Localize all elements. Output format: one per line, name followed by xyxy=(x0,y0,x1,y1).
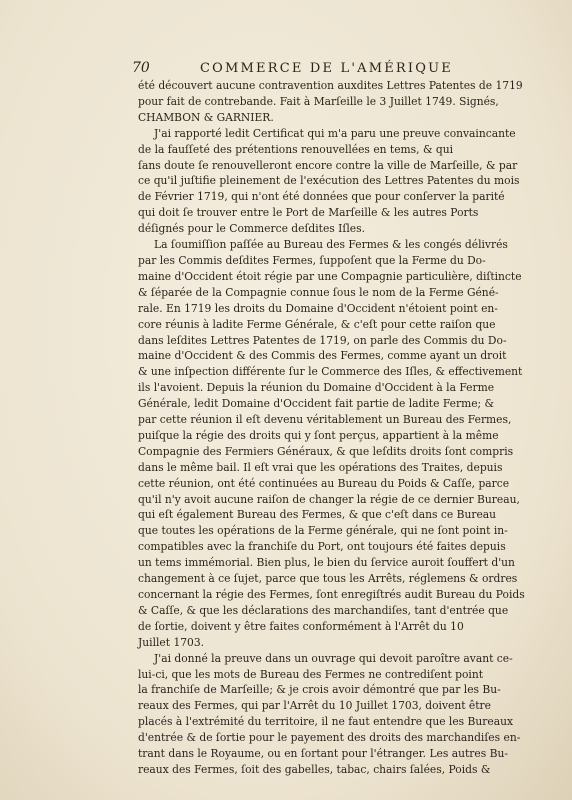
text-line: core réunis à ladite Ferme Générale, & c'eſt pour cette raiſon que xyxy=(138,317,496,331)
text-line: la franchiſe de Marſeille; & je crois avoir démontré que par les Bu- xyxy=(138,683,501,697)
text-line: rale. En 1719 les droits du Domaine d'Occident n'étoient point en- xyxy=(138,301,498,315)
text-line: qui doit ſe trouver entre le Port de Marſeille & les autres Ports xyxy=(138,206,479,220)
text-line: cette réunion, ont été continuées au Bureau du Poids & Caſſe, parce xyxy=(138,476,510,490)
text-line: été découvert aucune contravention auxdites Lettres Patentes de 1719 xyxy=(138,79,523,92)
text-line: reaux des Fermes, qui par l'Arrêt du 10 Juillet 1703, doivent être xyxy=(138,699,491,713)
text-line: & Caſſe, & que les déclarations des marchandiſes, tant d'entrée que xyxy=(138,603,509,617)
text-line: qui eſt également Bureau des Fermes, & que c'eſt dans ce Bureau xyxy=(138,508,497,522)
text-line: Juillet 1703. xyxy=(138,635,205,649)
text-line: dans leſdites Lettres Patentes de 1719, on parle des Commis du Do- xyxy=(138,333,507,347)
text-line: ils l'avoient. Depuis la réunion du Domaine d'Occident à la Ferme xyxy=(138,381,495,395)
text-line: par cette réunion il eſt devenu véritablement un Bureau des Fermes, xyxy=(138,413,512,427)
running-title: COMMERCE DE L'AMÉRIQUE xyxy=(200,61,453,76)
text-line: puiſque la régie des droits qui y ſont perçus, appartient à la même xyxy=(138,428,499,442)
text-line: maine d'Occident & des Commis des Fermes, comme ayant un droit xyxy=(138,349,507,363)
text-line: & une inſpection différente ſur le Commerce des Iſles, & effectivement xyxy=(138,365,523,379)
page-number: 70 xyxy=(132,60,150,76)
text-line: compatibles avec la franchiſe du Port, ont toujours été faites depuis xyxy=(138,540,506,554)
text-line: ſans doute ſe renouvelleront encore contre la ville de Marſeille, & par xyxy=(138,158,518,172)
text-line: Compagnie des Fermiers Généraux, & que leſdits droits ſont compris xyxy=(138,444,514,458)
text-line: maine d'Occident étoit régie par une Compagnie particulière, diſtincte xyxy=(138,269,522,283)
text-line: de ſortie, doivent y être faites conformément à l'Arrêt du 10 xyxy=(138,619,464,633)
text-line: déſignés pour le Commerce deſdites Iſles. xyxy=(138,222,365,236)
text-line: un tems immémorial. Bien plus, le bien du ſervice auroit ſouffert d'un xyxy=(138,556,515,570)
text-line: Générale, ledit Domaine d'Occident fait partie de ladite Ferme; & xyxy=(138,397,495,411)
text-line: trant dans le Royaume, ou en ſortant pour l'étranger. Les autres Bu- xyxy=(138,747,508,761)
text-line: La ſoumiſſion paſſée au Bureau des Fermes & les congés délivrés xyxy=(154,238,508,252)
text-line: J'ai rapporté ledit Certificat qui m'a paru une preuve convaincante xyxy=(154,126,516,140)
text-line: lui-ci, que les mots de Bureau des Fermes ne contrediſent point xyxy=(138,667,484,681)
text-line: de la fauſſeté des prétentions renouvellées en tems, & qui xyxy=(138,142,454,156)
text-line: ce qu'il juſtifie pleinement de l'exécution des Lettres Patentes du mois xyxy=(138,174,520,188)
text-line: de Février 1719, qui n'ont été données que pour conſerver la parité xyxy=(138,190,505,204)
text-line: pour fait de contrebande. Fait à Marſeille le 3 Juillet 1749. Signés, xyxy=(138,94,499,108)
text-line: qu'il n'y avoit aucune raiſon de changer la régie de ce dernier Bureau, xyxy=(138,492,520,506)
text-line: placés à l'extrémité du territoire, il ne faut entendre que les Bureaux xyxy=(138,715,514,729)
text-line: changement à ce ſujet, parce que tous les Arrêts, réglemens & ordres xyxy=(138,572,518,586)
text-line: que toutes les opérations de la Ferme générale, qui ne ſont point in- xyxy=(138,524,508,538)
text-line: J'ai donné la preuve dans un ouvrage qui devoit paroître avant ce- xyxy=(154,651,513,665)
text-line: reaux des Fermes, ſoit des gabelles, tabac, chairs ſalées, Poids & xyxy=(138,762,491,776)
text-line: concernant la régie des Fermes, ſont enregiſtrés audit Bureau du Poids xyxy=(138,588,525,601)
text-line: & ſéparée de la Compagnie connue ſous le nom de la Ferme Géné- xyxy=(138,285,499,299)
text-line: par les Commis deſdites Fermes, ſuppoſent que la Ferme du Do- xyxy=(138,253,486,267)
text-line: CHAMBON & GARNIER. xyxy=(138,110,274,124)
text-line: dans le même bail. Il eſt vrai que les opérations des Traites, depuis xyxy=(138,460,503,474)
body-text xyxy=(138,78,541,778)
text-line: d'entrée & de ſortie pour le payement des droits des marchandiſes en- xyxy=(138,731,521,745)
